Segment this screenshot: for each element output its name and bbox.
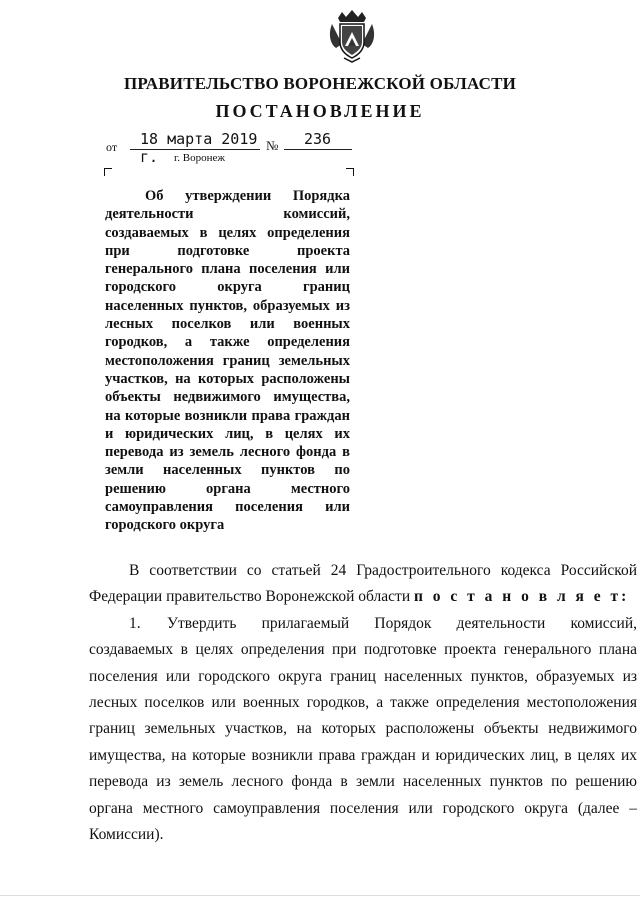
preamble-text: В соответствии со статьей 24 Градостроительного кодекса Российской Федерации правительство Воронежской области (89, 562, 637, 606)
item-1-paragraph (89, 611, 637, 849)
corner-mark-right (346, 168, 354, 176)
item-1-number: 1. (129, 614, 141, 632)
document-type-title: ПОСТАНОВЛЕНИЕ (215, 101, 425, 121)
coat-of-arms-icon (328, 8, 376, 64)
item-1-text: Утвердить прилагаемый Порядок деятельности комиссий, создаваемых в целях определения при подготовке проекта генерального плана поселения или городского округа границ населенных пунктов, образуемых из лесных поселков или военных городков, а также определения местоположения границ земельных участков, на которых расположены объекты недвижимого имущества, на которые возникли права граждан и юридических лиц, в целях их перевода из земель лесного фонда в земли населенных пунктов по решению органа местного самоуправления поселения или городского округа (далее – Комиссии). (89, 614, 637, 844)
document-date: 18 марта 2019 г. (130, 130, 260, 150)
number-prefix: № (266, 138, 279, 153)
date-number-line (0, 128, 640, 168)
organization-title: ПРАВИТЕЛЬСТВО ВОРОНЕЖСКОЙ ОБЛАСТИ (123, 74, 517, 93)
page-bottom-rule (0, 895, 640, 896)
document-subject: Об утверждении Порядка деятельности комиссий, создаваемых в целях определения при подготовке проекта генерального плана поселения или городского округа границ населенных пунктов, образуемых из лесных поселков или военных городков, а также определения местоположения границ земельных участков, на которых расположены объекты недвижимого имущества, на которые возникли права граждан и юридических лиц, в целях их перевода из земель лесного фонда в земли населенных пунктов по решению органа местного самоуправления поселения или городского округа (105, 188, 350, 534)
corner-mark-left (104, 168, 112, 176)
document-number: 236 (284, 130, 352, 150)
date-prefix: от (106, 140, 118, 154)
decree-word: п о с т а н о в л я е т: (414, 588, 630, 606)
document-body (89, 558, 637, 848)
city-label: г. Воронеж (174, 152, 225, 164)
preamble-paragraph (89, 558, 637, 611)
